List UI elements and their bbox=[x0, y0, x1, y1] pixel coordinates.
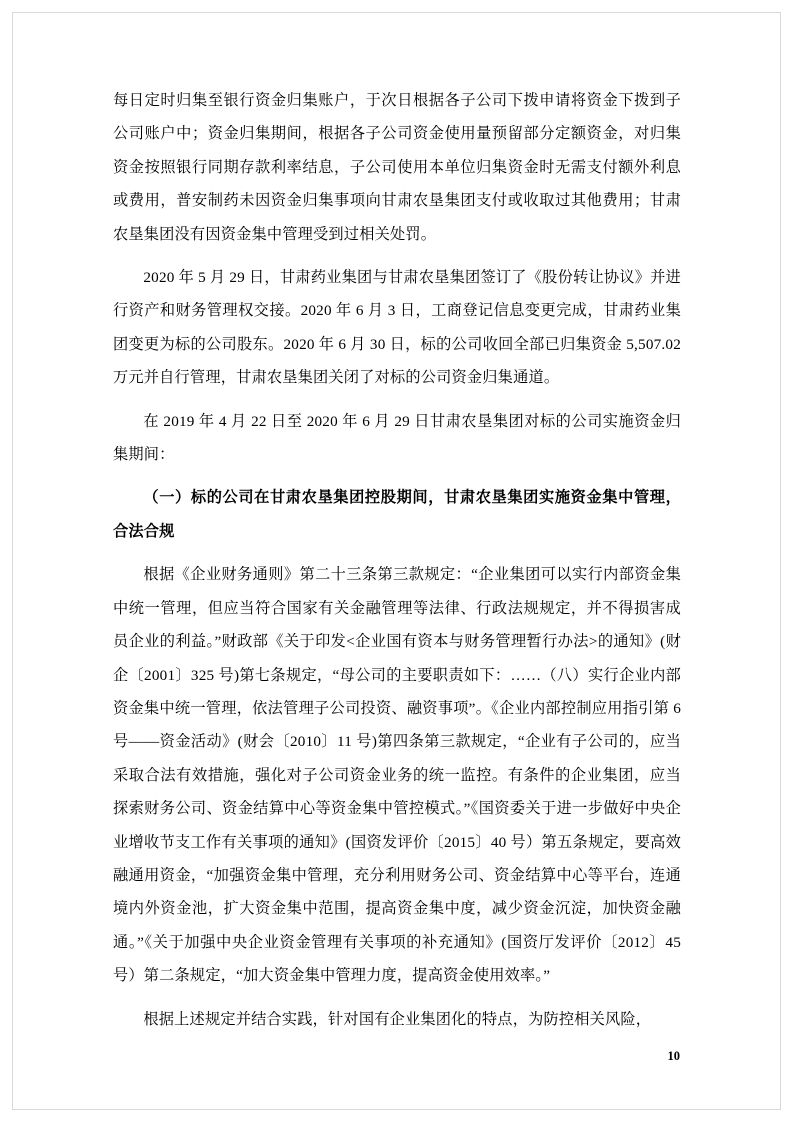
paragraph-3: 在 2019 年 4 月 22 日至 2020 年 6 月 29 日甘肃农垦集团对标的公司实施资金归集期间： bbox=[113, 412, 681, 464]
page-number: 10 bbox=[667, 1049, 680, 1063]
paragraph-1: 每日定时归集至银行资金归集账户，于次日根据各子公司下拨申请将资金下拨到子公司账户中；资金归集期间，根据各子公司资金使用量预留部分定额资金，对归集资金按照银行同期存款利率结息，子公司使用本单位归集资金时无需支付额外利息或费用，普安制药未因资金归集事项向甘肃农垦集团支付或收取过其他费用；甘肃农垦集团没有因资金集中管理受到过相关处罚。 bbox=[113, 92, 681, 243]
paragraph-2: 2020 年 5 月 29 日，甘肃药业集团与甘肃农垦集团签订了《股份转让协议》并进行资产和财务管理权交接。2020 年 6 月 3 日，工商登记信息变更完成，甘肃药业集团变更为标的公司股东。2020 年 6 月 30 日，标的公司收回全部已归集资金 5,507.02 万元并自行管理，甘肃农垦集团关闭了对标的公司资金归集通道。 bbox=[113, 269, 681, 387]
paragraph-5: 根据《企业财务通则》第二十三条第三款规定：“企业集团可以实行内部资金集中统一管理，但应当符合国家有关金融管理等法律、行政法规规定，并不得损害成员企业的利益。”财政部《关于印发<企业国有资本与财务管理暂行办法>的通知》(财企〔2001〕325 号)第七条规定，“母公司的主要职责如下：……（八）实行企业内部资金集中统一管理，依法管理子公司投资、融资事项”。《企业内部控制应用指引第 6 号——资金活动》(财会〔2010〕11 号)第四条第三款规定，“企业有子公司的，应当采取合法有效措施，强化对子公司资金业务的统一监控。有条件的企业集团，应当探索财务公司、资金结算中心等资金集中管控模式。”《国资委关于进一步做好中央企业增收节支工作有关事项的通知》(国资发评价〔2015〕40 号）第五条规定，要高效融通用资金，“加强资金集中管理，充分利用财务公司、资金结算中心等平台，连通境内外资金池，扩大资金集中范围，提高资金集中度，减少资金沉淀，加快资金融通。”《关于加强中央企业资金管理有关事项的补充通知》(国资厅发评价〔2012〕45 号）第二条规定，“加大资金集中管理力度，提高资金使用效率。” bbox=[113, 566, 681, 985]
document-body bbox=[113, 84, 681, 1036]
paragraph-6: 根据上述规定并结合实践，针对国有企业集团化的特点，为防控相关风险， bbox=[143, 1010, 652, 1028]
section-heading-1: （一）标的公司在甘肃农垦集团控股期间，甘肃农垦集团实施资金集中管理，合法合规 bbox=[113, 489, 681, 540]
